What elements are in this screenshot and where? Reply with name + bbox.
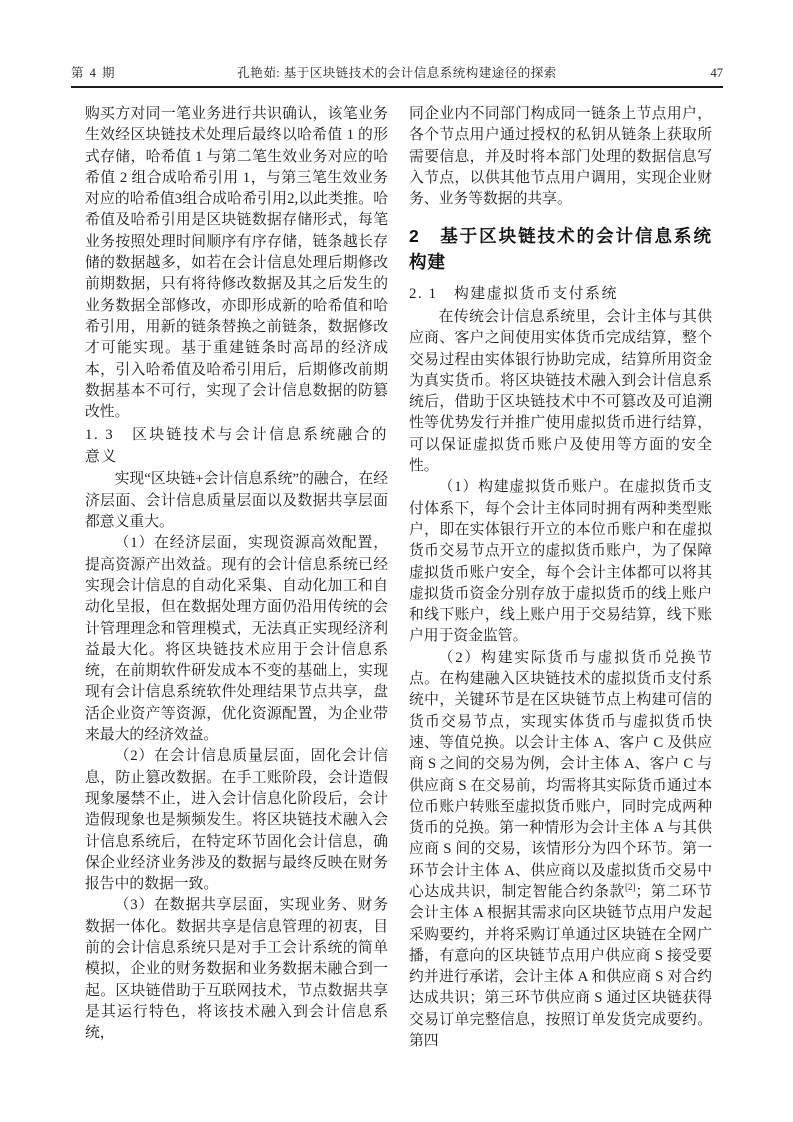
paragraph-text-before-citation: （2）构建实际货币与虚拟货币兑换节点。在构建融入区块链技术的虚拟货币支付系统中，关键环节是在区块链节点上构建可信的货币交易节点，实现实体货币与虚拟货币快速、等值兑换。以会计主体 A、客户 C 及供应商 S 之间的交易为例，会计主体 A、客户 C 与供应商 S 在交易前，均需将其实际货币通过本位币账户转账至虚拟货币账户，同时完成两种货币的兑换。第一种情形为会计主体 A 与其供应商 S 间的交易，该情形分为四个环节。第一环节会计主体 A、供应商以及虚拟货币交易中心达成共识，制定智能合约条款 xyxy=(409,649,712,900)
paragraph-exchange-node xyxy=(409,648,712,1053)
section-heading-2-construction: 2 基于区块链技术的会计信息系统构建 xyxy=(409,226,712,273)
paragraph-hash-storage: 购买方对同一笔业务进行共识确认，该笔业务生效经区块链技术处理后最终以哈希值 1 的形式存储，哈希值 1 与第二笔生效业务对应的哈希值 2 组合成哈希引用 1，与第三笔生效业务对应的哈希值3组合成哈希引用2,以此类推。哈希值及哈希引用是区块链数据存储形式，每笔业务按照处理时间顺序有序存储，链条越长存储的数据越多，如若在会计信息处理后期修改前期数据，只有将待修改数据及其之后发生的业务数据全部修改，亦即形成新的哈希值和哈希引用，用新的链条替换之前链条，数据修改才可能实现。基于重建链条时高昂的经济成本，引入哈希值及哈希引用后，后期修改前期数据基本不可行，实现了会计信息数据的防篡改性。 xyxy=(85,106,388,421)
page-header xyxy=(71,63,723,81)
left-column xyxy=(85,104,388,1044)
page-number: 47 xyxy=(710,66,723,80)
header-rule xyxy=(71,86,723,88)
citation-ref-2: [2] xyxy=(624,882,636,893)
heading-2-1-virtual-currency-system: 2. 1 构建虚拟货币支付系统 xyxy=(409,286,618,303)
heading-1-3-fusion-significance: 1. 3 区块链技术与会计信息系统融合的意义 xyxy=(85,427,388,465)
paragraph-economic-level: （1）在经济层面，实现资源高效配置，提高资源产出效益。现有的会计信息系统已经实现会计信息的自动化采集、自动化加工和自动化呈报，但在数据处理方面仍沿用传统的会计管理理念和管理模式，无法真正实现经济利益最大化。将区块链技术应用于会计信息系统，在前期软件研发成本不变的基础上，实现现有会计信息系统软件处理结果节点共享，盘活企业资产等资源，优化资源配置，为企业带来最大的经济效益。 xyxy=(85,535,388,744)
issue-label: 第 4 期 xyxy=(71,66,117,80)
paragraph-node-users: 同企业内不同部门构成同一链条上节点用户，各个节点用户通过授权的私钥从链条上获取所需要信息，并及时将本部门处理的数据信息写入节点，以供其他节点用户调用，实现企业财务、业务等数据的共享。 xyxy=(409,106,712,208)
running-title: 孔艳茹: 基于区块链技术的会计信息系统构建途径的探索 xyxy=(237,66,557,80)
paragraph-virtual-account: （1）构建虚拟货币账户。在虚拟货币支付体系下，每个会计主体同时拥有两种类型账户，即在实体银行开立的本位币账户和在虚拟货币交易节点开立的虚拟货币账户，为了保障虚拟货币账户安全，每个会计主体都可以将其虚拟货币资金分别存放于虚拟货币的线上账户和线下账户，线上账户用于交易结算，线下账户用于资金监管。 xyxy=(409,479,712,645)
right-column xyxy=(409,104,712,1052)
paragraph-payment-intro: 在传统会计信息系统里，会计主体与其供应商、客户之间使用实体货币完成结算，整个交易过程由实体银行协助完成，结算所用资金为真实货币。将区块链技术融入到会计信息系统后，借助于区块链技术中不可篡改及可追溯性等优势发行并推广使用虚拟货币进行结算，可以保证虚拟货币账户及使用等方面的安全性。 xyxy=(409,308,712,475)
paragraph-text-after-citation: ；第二环节会计主体 A 根据其需求向区块链节点用户发起采购要约，并将采购订单通过区块链在全网广播，有意向的区块链节点用户供应商 S 接受要约并进行承诺，会计主体 A 和供应商 S 对合约达成共识；第三环节供应商 S 通过区块链获得交易订单完整信息，按照订单发货完成要约。第四 xyxy=(409,884,712,1050)
paragraph-quality-level: （2）在会计信息质量层面，固化会计信息，防止篡改数据。在手工账阶段，会计造假现象屡禁不止，进入会计信息化阶段后，会计造假现象也是频频发生。将区块链技术融入会计信息系统后，在特定环节固化会计信息，确保企业经济业务涉及的数据与最终反映在财务报告中的数据一致。 xyxy=(85,748,388,893)
paragraph-data-sharing-level: （3）在数据共享层面，实现业务、财务数据一体化。数据共享是信息管理的初衷，目前的会计信息系统只是对手工会计系统的简单模拟，企业的财务数据和业务数据未融合到一起。区块链借助于互联网技术，节点数据共享是其运行特色，将该技术融入到会计信息系统， xyxy=(85,897,388,1042)
paragraph-fusion-intro: 实现“区块链+会计信息系统”的融合，在经济层面、会计信息质量层面以及数据共享层面都意义重大。 xyxy=(85,471,388,531)
